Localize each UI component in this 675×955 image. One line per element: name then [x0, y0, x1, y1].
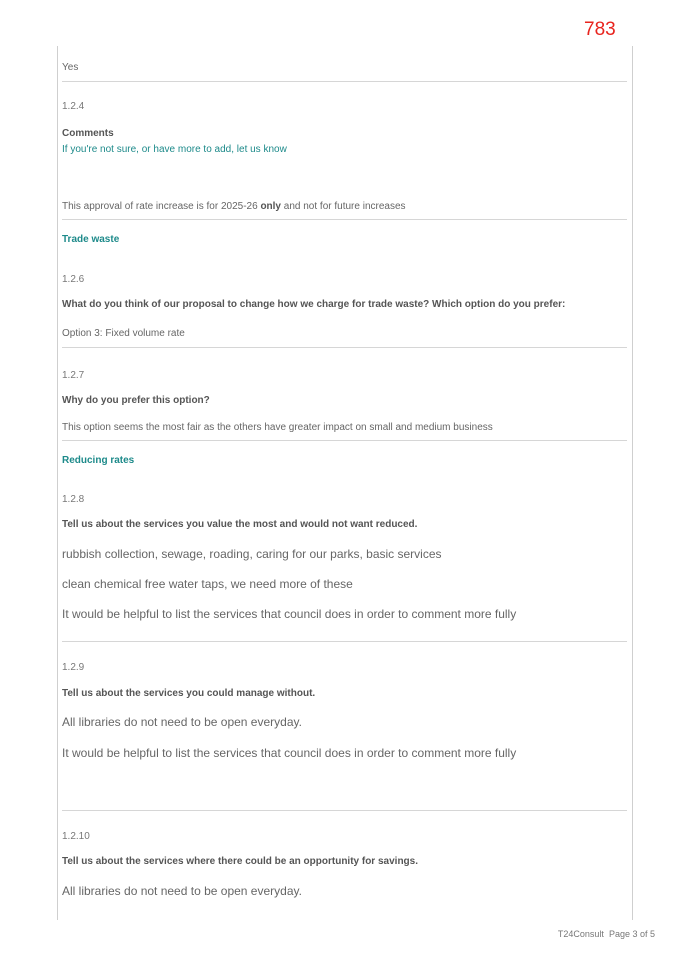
divider [62, 641, 627, 642]
question-title: Tell us about the services you value the most and would not want reduced. [62, 519, 418, 530]
divider [62, 440, 627, 441]
answer-text: clean chemical free water taps, we need more of these [62, 577, 353, 591]
question-title: What do you think of our proposal to change how we charge for trade waste? Which option do you prefer: [62, 299, 566, 310]
section-heading-trade-waste: Trade waste [62, 234, 120, 245]
divider [62, 347, 627, 348]
divider [62, 219, 627, 220]
question-number: 1.2.7 [62, 370, 85, 381]
question-number: 1.2.10 [62, 831, 90, 842]
question-title: Comments [62, 128, 114, 139]
answer-text: Option 3: Fixed volume rate [62, 328, 185, 339]
question-number: 1.2.9 [62, 662, 85, 673]
answer-text: All libraries do not need to be open everyday. [62, 884, 302, 898]
question-title: Why do you prefer this option? [62, 395, 210, 406]
answer-text: This approval of rate increase is for 2025-26 only and not for future increases [62, 201, 406, 212]
section-heading-reducing-rates: Reducing rates [62, 455, 135, 466]
answer-text: It would be helpful to list the services that council does in order to comment more fully [62, 607, 517, 621]
answer-text: rubbish collection, sewage, roading, caring for our parks, basic services [62, 547, 442, 561]
form-frame [57, 46, 633, 920]
page-number: 783 [584, 19, 616, 40]
footer-page-label: Page 3 of 5 [608, 929, 655, 939]
question-number: 1.2.6 [62, 274, 85, 285]
divider [62, 81, 627, 82]
question-title: Tell us about the services you could manage without. [62, 688, 316, 699]
footer-brand: T24Consult [557, 929, 604, 939]
question-title: Tell us about the services where there could be an opportunity for savings. [62, 856, 419, 867]
previous-answer: Yes [62, 62, 79, 73]
divider [62, 810, 627, 811]
page-footer [558, 929, 655, 939]
question-number: 1.2.8 [62, 494, 85, 505]
answer-text: This option seems the most fair as the others have greater impact on small and medium business [62, 422, 493, 433]
help-text: If you're not sure, or have more to add, let us know [62, 144, 287, 155]
answer-text: All libraries do not need to be open everyday. [62, 715, 302, 729]
answer-text: It would be helpful to list the services that council does in order to comment more fully [62, 746, 517, 760]
question-number: 1.2.4 [62, 101, 85, 112]
